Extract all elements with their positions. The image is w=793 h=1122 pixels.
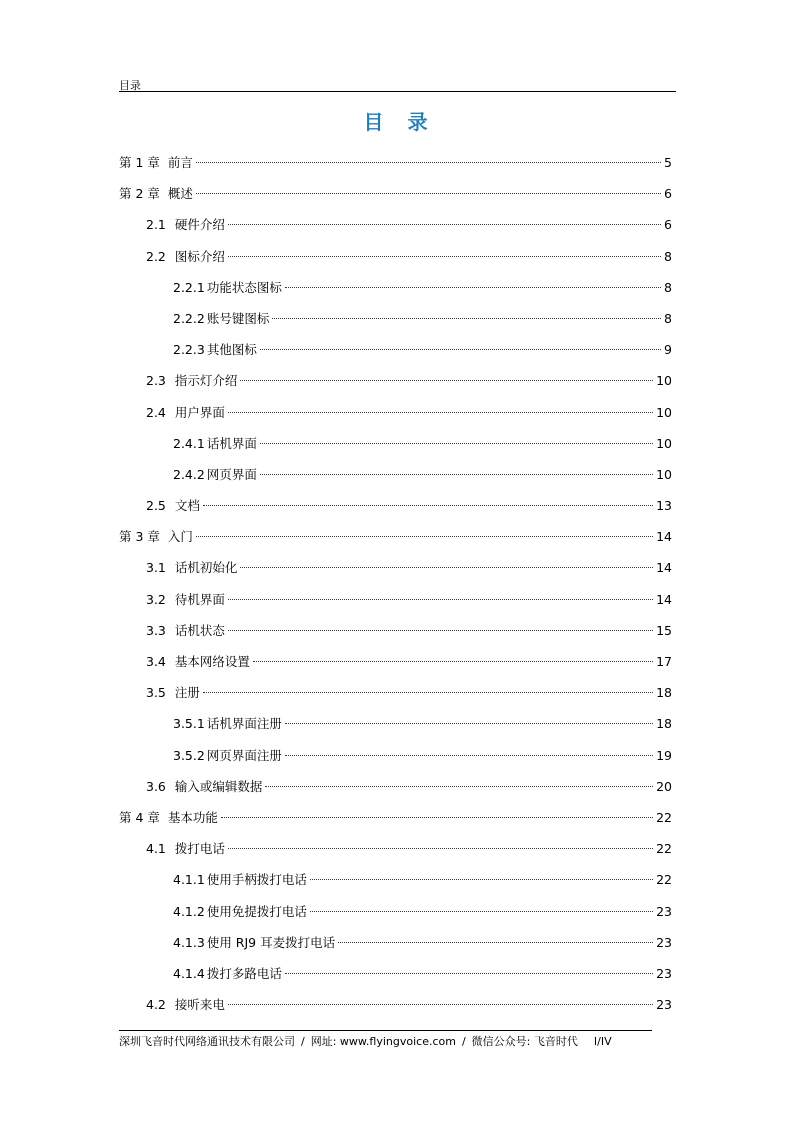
- toc-entry-number: 3.2: [146, 591, 166, 607]
- toc-dot-leader: [285, 723, 653, 724]
- toc-entry-title: 注册: [174, 685, 200, 701]
- toc-entry-title: 使用手柄拨打电话: [206, 872, 307, 888]
- toc-entry[interactable]: [119, 463, 672, 494]
- toc-dot-leader: [196, 162, 661, 163]
- toc-entry[interactable]: [119, 900, 672, 931]
- toc-entry-page: 23: [656, 934, 672, 950]
- toc-entry-title: 接听来电: [174, 997, 225, 1013]
- toc-entry[interactable]: [119, 494, 672, 525]
- toc-entry-page: 8: [664, 248, 672, 264]
- toc-dot-leader: [272, 318, 661, 319]
- toc-entry-page: 14: [656, 560, 672, 576]
- toc-dot-leader: [265, 786, 653, 787]
- toc-entry-title: 账号键图标: [206, 310, 270, 326]
- toc-entry-title: 拨打电话: [174, 841, 225, 857]
- toc-entry[interactable]: [119, 744, 672, 775]
- header-label: 目录: [119, 79, 141, 92]
- toc-entry-title: 用户界面: [174, 404, 225, 420]
- toc-entry-number: 3.4: [146, 654, 166, 669]
- toc-entry-number: 2.3: [146, 373, 166, 389]
- toc-entry-title: 基本网络设置: [174, 654, 250, 669]
- toc-entry-number: 2.4.2: [173, 466, 205, 482]
- toc-entry[interactable]: [119, 868, 672, 899]
- toc-entry[interactable]: [119, 369, 672, 400]
- toc-entry-number: 2.1: [146, 217, 166, 233]
- toc-entry-number: 第 4 章: [119, 809, 160, 825]
- toc-entry-title: 使用 RJ9 耳麦拨打电话: [206, 934, 336, 950]
- toc-entry-title: 待机界面: [174, 591, 225, 607]
- toc-entry-title: 输入或编辑数据: [174, 778, 263, 794]
- toc-entry-number: 4.1.4: [173, 965, 205, 981]
- toc-entry-page: 13: [656, 498, 672, 514]
- toc-entry-title: 概述: [167, 186, 193, 202]
- toc-entry-number: 4.1: [146, 841, 166, 857]
- toc-dot-leader: [228, 848, 653, 849]
- page-footer: [119, 1030, 652, 1050]
- toc-entry-number: 2.2.1: [173, 279, 205, 295]
- toc-entry-number: 4.1.1: [173, 872, 205, 888]
- toc-entry-number: 2.2.2: [173, 310, 205, 326]
- toc-entry-page: 10: [656, 373, 672, 389]
- toc-entry-page: 23: [656, 903, 672, 919]
- toc-dot-leader: [196, 193, 661, 194]
- table-of-contents: [119, 151, 672, 1024]
- footer-wechat: 微信公众号: 飞音时代: [471, 1035, 578, 1048]
- toc-entry[interactable]: [119, 245, 672, 276]
- footer-website: 网址: www.flyingvoice.com: [310, 1035, 456, 1048]
- page-title-part2: 录: [407, 110, 430, 134]
- toc-entry-page: 23: [656, 965, 672, 981]
- toc-entry-page: 10: [656, 404, 672, 420]
- toc-entry[interactable]: [119, 432, 672, 463]
- toc-entry-page: 18: [656, 716, 672, 732]
- toc-entry[interactable]: [119, 712, 672, 743]
- toc-entry[interactable]: [119, 182, 672, 213]
- toc-entry[interactable]: [119, 588, 672, 619]
- toc-entry-number: 4.1.2: [173, 903, 205, 919]
- toc-entry-number: 第 1 章: [119, 155, 160, 170]
- toc-dot-leader: [221, 817, 653, 818]
- toc-entry-page: 10: [656, 466, 672, 482]
- toc-entry[interactable]: [119, 213, 672, 244]
- toc-dot-leader: [228, 224, 661, 225]
- footer-page-number: I/IV: [593, 1035, 612, 1048]
- toc-entry-title: 功能状态图标: [206, 279, 282, 295]
- toc-entry[interactable]: [119, 806, 672, 837]
- page-title-part1: 目: [363, 110, 386, 134]
- toc-entry-page: 23: [656, 997, 672, 1013]
- toc-entry-page: 22: [656, 872, 672, 888]
- toc-dot-leader: [260, 474, 653, 475]
- toc-entry-number: 4.1.3: [173, 934, 205, 950]
- toc-entry-page: 5: [664, 155, 672, 170]
- toc-entry-title: 硬件介绍: [174, 217, 225, 233]
- toc-entry-page: 20: [656, 778, 672, 794]
- footer-separator: /: [461, 1035, 466, 1048]
- toc-entry[interactable]: [119, 962, 672, 993]
- toc-dot-leader: [228, 256, 661, 257]
- toc-dot-leader: [285, 755, 653, 756]
- toc-entry-title: 入门: [167, 529, 193, 545]
- toc-dot-leader: [196, 536, 653, 537]
- toc-entry-title: 文档: [174, 498, 200, 514]
- footer-separator: /: [301, 1035, 305, 1048]
- toc-entry[interactable]: [119, 993, 672, 1024]
- toc-entry-title: 话机状态: [174, 622, 225, 638]
- toc-dot-leader: [260, 443, 653, 444]
- toc-entry-title: 拨打多路电话: [206, 965, 282, 981]
- toc-entry-number: 第 2 章: [119, 186, 160, 202]
- toc-dot-leader: [260, 349, 661, 350]
- toc-entry-page: 22: [656, 809, 672, 825]
- toc-entry-page: 17: [656, 654, 672, 669]
- toc-entry-number: 2.2.3: [173, 342, 205, 358]
- toc-entry[interactable]: [119, 307, 672, 338]
- toc-entry-title: 图标介绍: [174, 248, 225, 264]
- toc-entry[interactable]: [119, 276, 672, 307]
- toc-entry-title: 前言: [167, 155, 193, 170]
- toc-entry-title: 话机初始化: [174, 560, 238, 576]
- toc-entry[interactable]: [119, 775, 672, 806]
- toc-entry-number: 2.4.1: [173, 435, 205, 451]
- toc-entry-number: 3.6: [146, 778, 166, 794]
- toc-dot-leader: [228, 630, 653, 631]
- toc-entry-number: 3.1: [146, 560, 166, 576]
- toc-entry-page: 18: [656, 685, 672, 701]
- toc-dot-leader: [285, 287, 661, 288]
- page-title: [0, 108, 793, 136]
- toc-entry-number: 3.5: [146, 685, 166, 701]
- toc-dot-leader: [338, 942, 653, 943]
- toc-entry-title: 其他图标: [206, 342, 257, 358]
- toc-entry[interactable]: [119, 837, 672, 868]
- toc-dot-leader: [228, 599, 653, 600]
- toc-entry-page: 10: [656, 435, 672, 451]
- toc-entry[interactable]: [119, 151, 672, 182]
- toc-entry-page: 15: [656, 622, 672, 638]
- toc-entry-number: 2.5: [146, 498, 166, 514]
- toc-dot-leader: [228, 1004, 653, 1005]
- toc-dot-leader: [203, 692, 653, 693]
- toc-dot-leader: [310, 879, 653, 880]
- toc-entry-page: 6: [664, 217, 672, 233]
- toc-entry-title: 网页界面注册: [206, 747, 282, 763]
- toc-entry-number: 4.2: [146, 997, 166, 1013]
- toc-entry-title: 基本功能: [167, 809, 218, 825]
- toc-entry-title: 指示灯介绍: [174, 373, 238, 389]
- toc-dot-leader: [228, 412, 653, 413]
- toc-entry-number: 第 3 章: [119, 529, 160, 545]
- toc-entry-page: 14: [656, 591, 672, 607]
- toc-entry-title: 使用免提拨打电话: [206, 903, 307, 919]
- page-header: [119, 74, 676, 92]
- toc-entry[interactable]: [119, 931, 672, 962]
- toc-entry-number: 3.5.2: [173, 747, 205, 763]
- toc-entry[interactable]: [119, 681, 672, 712]
- toc-dot-leader: [285, 973, 653, 974]
- toc-entry-title: 话机界面: [206, 435, 257, 451]
- toc-entry[interactable]: [119, 556, 672, 587]
- toc-dot-leader: [240, 380, 653, 381]
- toc-entry-title: 网页界面: [206, 466, 257, 482]
- toc-dot-leader: [253, 661, 653, 662]
- toc-entry[interactable]: [119, 338, 672, 369]
- toc-dot-leader: [203, 505, 653, 506]
- toc-entry-page: 19: [656, 747, 672, 763]
- toc-entry-number: 3.3: [146, 622, 166, 638]
- toc-entry[interactable]: [119, 401, 672, 432]
- toc-entry[interactable]: [119, 525, 672, 556]
- toc-entry-page: 22: [656, 841, 672, 857]
- toc-entry-page: 9: [664, 342, 672, 358]
- toc-entry[interactable]: [119, 650, 672, 681]
- toc-dot-leader: [310, 911, 653, 912]
- toc-entry[interactable]: [119, 619, 672, 650]
- toc-entry-number: 2.4: [146, 404, 166, 420]
- toc-dot-leader: [240, 567, 653, 568]
- toc-entry-page: 6: [664, 186, 672, 202]
- toc-entry-page: 14: [656, 529, 672, 545]
- toc-entry-number: 3.5.1: [173, 716, 205, 732]
- toc-entry-number: 2.2: [146, 248, 166, 264]
- footer-company: 深圳飞音时代网络通讯技术有限公司: [119, 1035, 295, 1048]
- toc-entry-title: 话机界面注册: [206, 716, 282, 732]
- toc-entry-page: 8: [664, 310, 672, 326]
- toc-entry-page: 8: [664, 279, 672, 295]
